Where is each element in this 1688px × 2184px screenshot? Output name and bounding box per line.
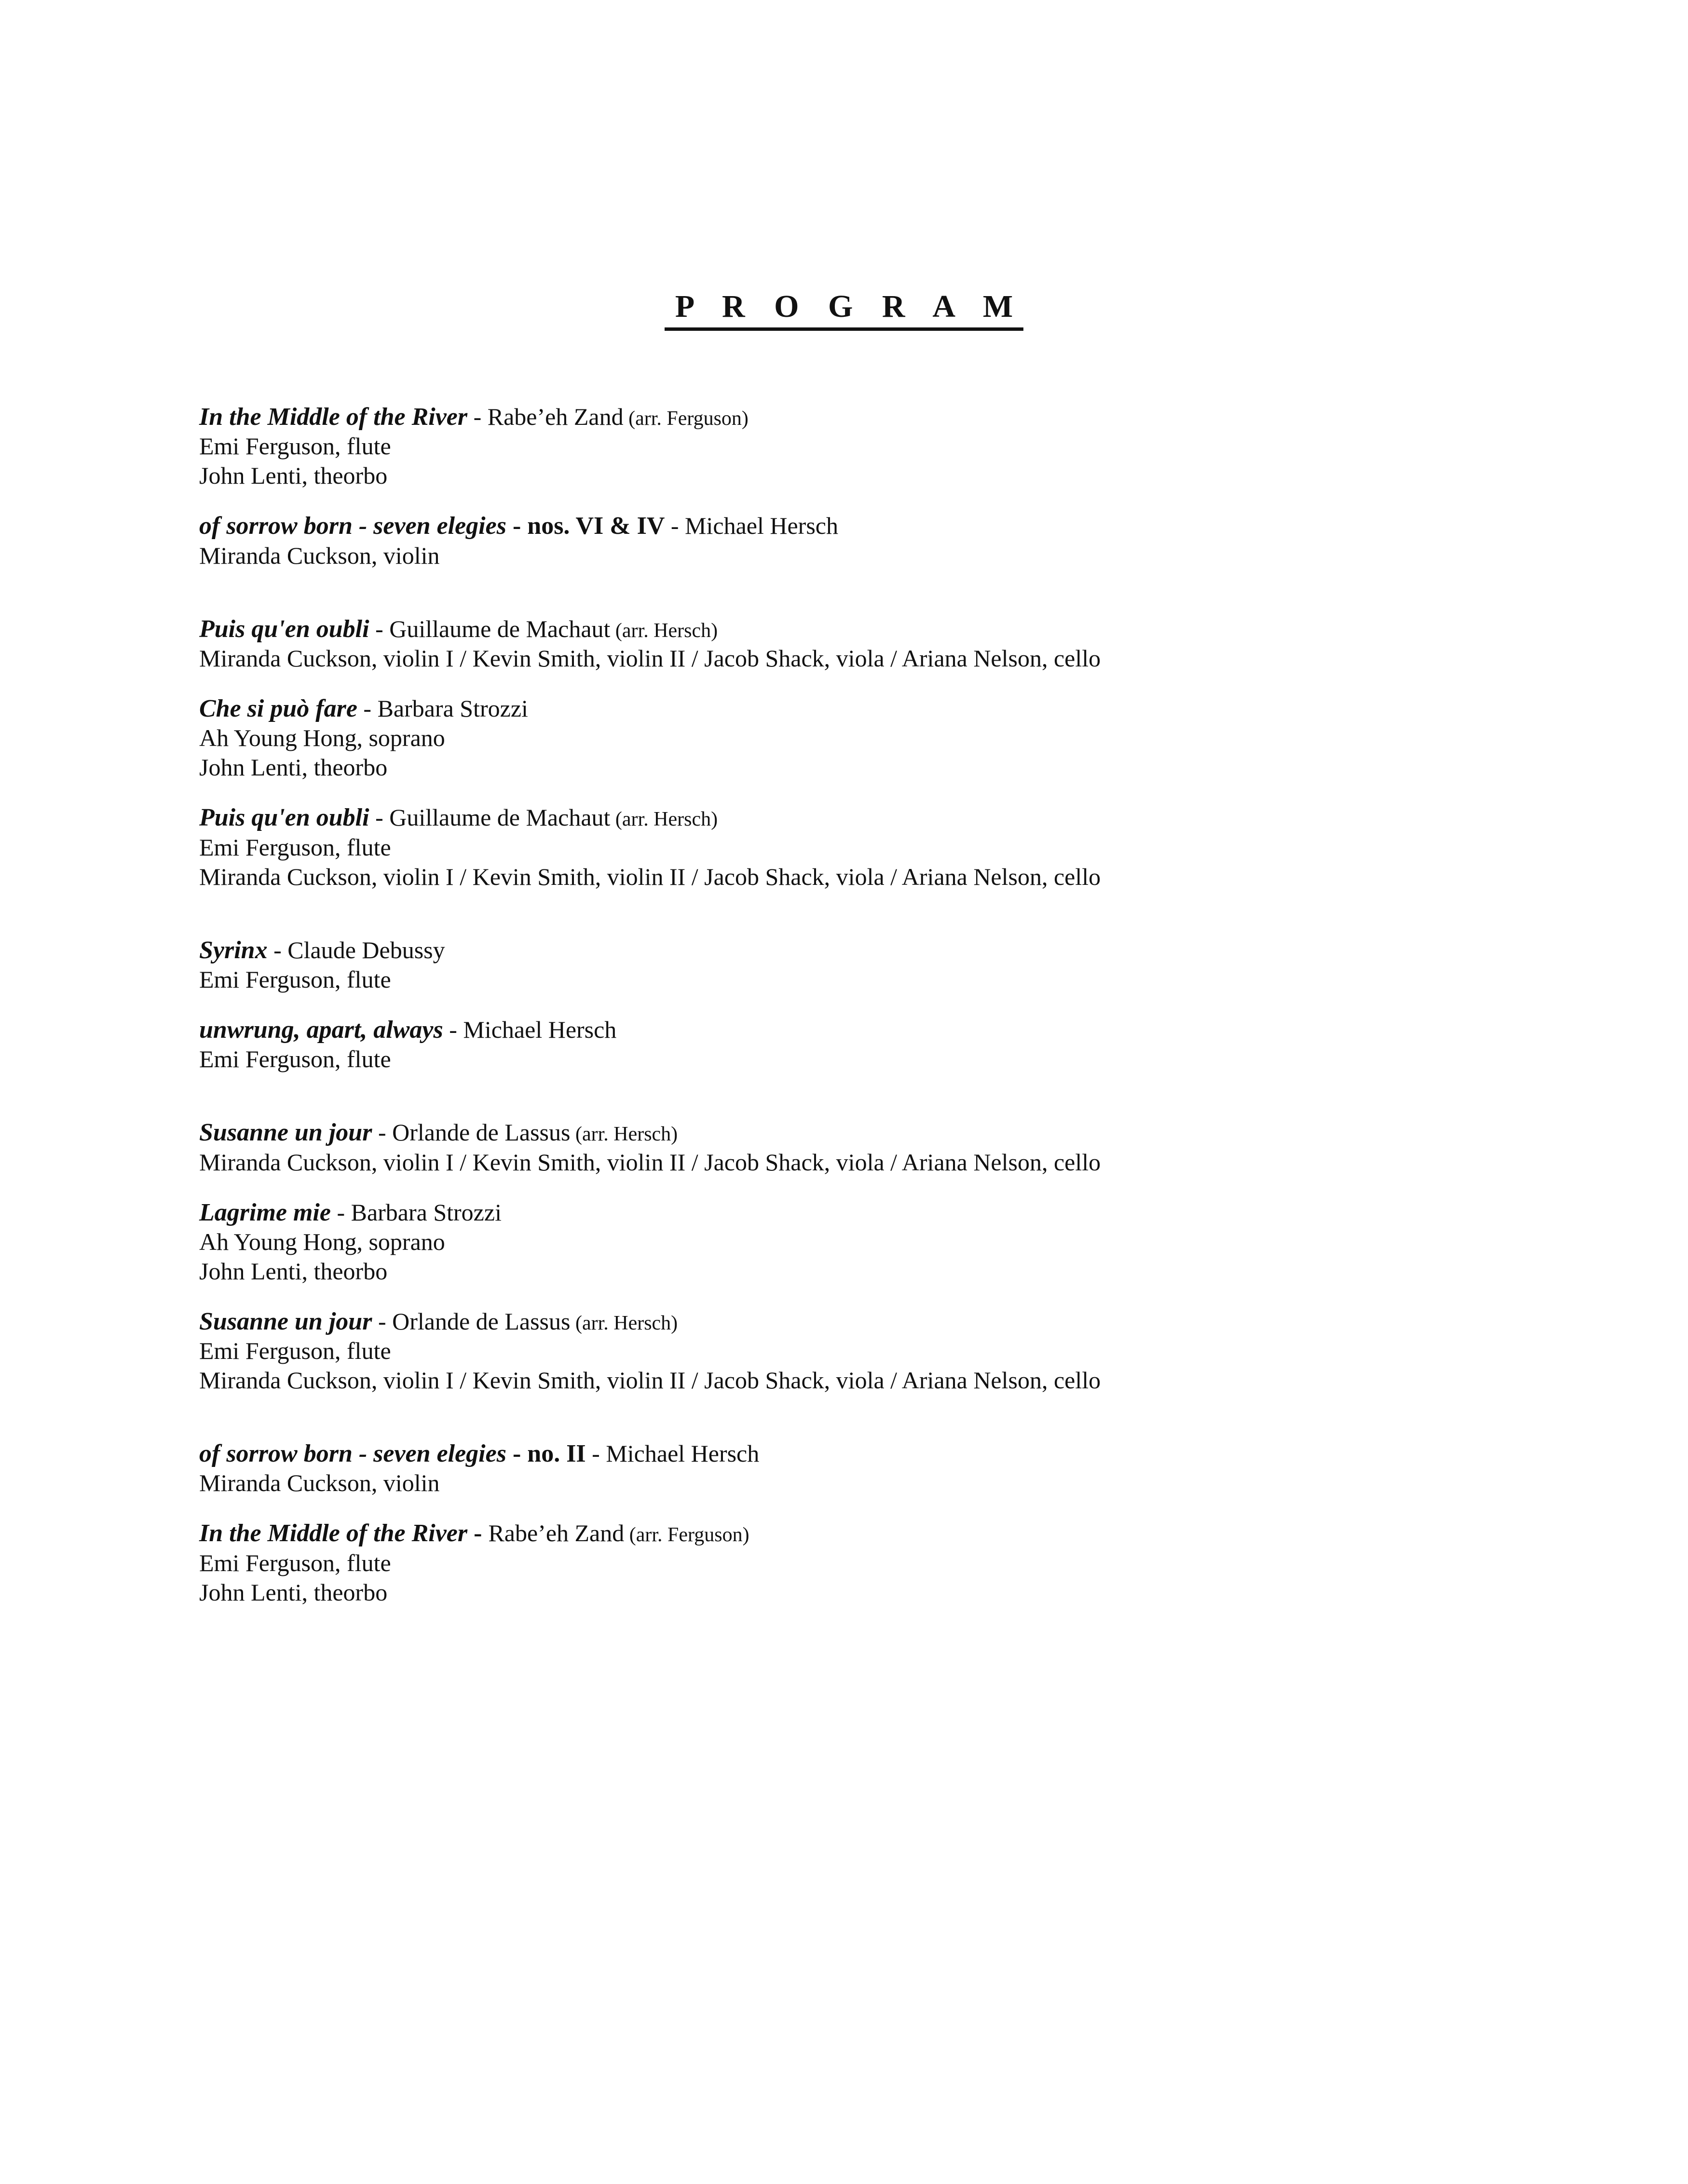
program-entry — [199, 803, 1501, 891]
program-group — [199, 403, 1501, 570]
title-composer-separator: - — [585, 1440, 606, 1467]
program-entry — [199, 512, 1501, 570]
arranger-note: (arr. Hersch) — [570, 1123, 678, 1146]
program-entry — [199, 694, 1501, 782]
work-title: Lagrime mie — [199, 1198, 331, 1226]
program-entry — [199, 1307, 1501, 1395]
work-title: Puis qu'en oubli — [199, 615, 369, 643]
work-title: In the Middle of the River — [199, 403, 468, 431]
title-composer-separator: - — [330, 1198, 351, 1226]
title-composer-separator: - — [443, 1016, 463, 1043]
title-composer-separator: - — [357, 694, 378, 722]
work-subtitle: - nos. VI & IV — [506, 512, 665, 540]
performer-line: Miranda Cuckson, violin — [199, 542, 440, 569]
program-entry — [199, 1118, 1501, 1177]
title-composer-separator: - — [467, 1519, 489, 1547]
composer-name: Guillaume de Machaut — [389, 615, 611, 642]
performer-line: Ah Young Hong, soprano — [199, 1228, 445, 1255]
work-title: In the Middle of the River — [199, 1519, 468, 1547]
performer-line: John Lenti, theorbo — [199, 754, 388, 781]
program-entry — [199, 936, 1501, 994]
program-entry — [199, 1519, 1501, 1607]
entry-title-line — [199, 1198, 1501, 1227]
entry-title-line — [199, 936, 1501, 965]
work-subtitle: - no. II — [506, 1440, 586, 1468]
composer-name: Michael Hersch — [685, 512, 838, 540]
program-entry — [199, 403, 1501, 490]
composer-name: Orlande de Lassus — [392, 1119, 571, 1146]
performer-line: Emi Ferguson, flute — [199, 433, 391, 460]
work-title: of sorrow born - seven elegies — [199, 1440, 506, 1468]
entry-title-line — [199, 1519, 1501, 1548]
work-title: Puis qu'en oubli — [199, 804, 369, 832]
performer-line: Emi Ferguson, flute — [199, 965, 391, 993]
composer-name: Rabe’eh Zand — [487, 403, 624, 430]
entry-title-line — [199, 1016, 1501, 1045]
performer-line: Miranda Cuckson, violin I / Kevin Smith, violin II / Jacob Shack, viola / Ariana Nelson, cello — [199, 644, 1101, 672]
program-entry — [199, 1439, 1501, 1498]
title-composer-separator: - — [369, 615, 390, 642]
program-group — [199, 1439, 1501, 1607]
program-group — [199, 615, 1501, 892]
performer-line: Emi Ferguson, flute — [199, 1337, 391, 1365]
entry-title-line — [199, 1118, 1501, 1147]
entry-title-line — [199, 403, 1501, 432]
title-composer-separator: - — [467, 403, 488, 430]
program-entry — [199, 1016, 1501, 1074]
entry-title-line — [199, 1307, 1501, 1336]
performer-line: John Lenti, theorbo — [199, 1257, 388, 1285]
title-composer-separator: - — [267, 936, 288, 963]
composer-name: Michael Hersch — [463, 1016, 617, 1043]
program-entry — [199, 615, 1501, 673]
program-group — [199, 936, 1501, 1074]
composer-name: Orlande de Lassus — [392, 1307, 571, 1335]
entry-title-line — [199, 512, 1501, 541]
program-group — [199, 1118, 1501, 1395]
composer-name: Rabe’eh Zand — [488, 1519, 625, 1547]
title-composer-separator: - — [372, 1307, 393, 1335]
arranger-note: (arr. Hersch) — [610, 808, 718, 831]
work-title: unwrung, apart, always — [199, 1016, 443, 1044]
performer-line: John Lenti, theorbo — [199, 1578, 388, 1606]
program-entry — [199, 1198, 1501, 1286]
composer-name: Barbara Strozzi — [377, 694, 528, 722]
performer-line: Emi Ferguson, flute — [199, 1045, 391, 1073]
composer-name: Barbara Strozzi — [351, 1198, 502, 1226]
program-list — [199, 403, 1501, 1607]
work-title: Susanne un jour — [199, 1119, 372, 1147]
performer-line: Miranda Cuckson, violin — [199, 1469, 440, 1497]
entry-title-line — [199, 1439, 1501, 1468]
work-title: Syrinx — [199, 936, 268, 964]
page-title: P R O G R A M — [665, 289, 1023, 331]
work-title: of sorrow born - seven elegies — [199, 512, 506, 540]
performer-line: Emi Ferguson, flute — [199, 833, 391, 861]
composer-name: Guillaume de Machaut — [389, 804, 611, 831]
entry-title-line — [199, 803, 1501, 832]
composer-name: Claude Debussy — [287, 936, 445, 963]
page-title-container — [0, 289, 1688, 331]
work-title: Susanne un jour — [199, 1307, 372, 1335]
entry-title-line — [199, 615, 1501, 644]
title-composer-separator: - — [372, 1119, 393, 1146]
title-composer-separator: - — [665, 512, 685, 540]
arranger-note: (arr. Ferguson) — [623, 407, 749, 430]
title-composer-separator: - — [369, 804, 390, 831]
arranger-note: (arr. Ferguson) — [624, 1524, 749, 1546]
arranger-note: (arr. Hersch) — [610, 619, 718, 642]
performer-line: Emi Ferguson, flute — [199, 1549, 391, 1576]
entry-title-line — [199, 694, 1501, 723]
performer-line: Miranda Cuckson, violin I / Kevin Smith, violin II / Jacob Shack, viola / Ariana Nelson, cello — [199, 863, 1101, 890]
performer-line: Ah Young Hong, soprano — [199, 724, 445, 752]
performer-line: Miranda Cuckson, violin I / Kevin Smith, violin II / Jacob Shack, viola / Ariana Nelson, cello — [199, 1148, 1101, 1176]
performer-line: Miranda Cuckson, violin I / Kevin Smith, violin II / Jacob Shack, viola / Ariana Nelson, cello — [199, 1367, 1101, 1394]
composer-name: Michael Hersch — [606, 1440, 760, 1467]
work-title: Che si può fare — [199, 694, 357, 722]
arranger-note: (arr. Hersch) — [570, 1312, 678, 1334]
performer-line: John Lenti, theorbo — [199, 462, 388, 489]
